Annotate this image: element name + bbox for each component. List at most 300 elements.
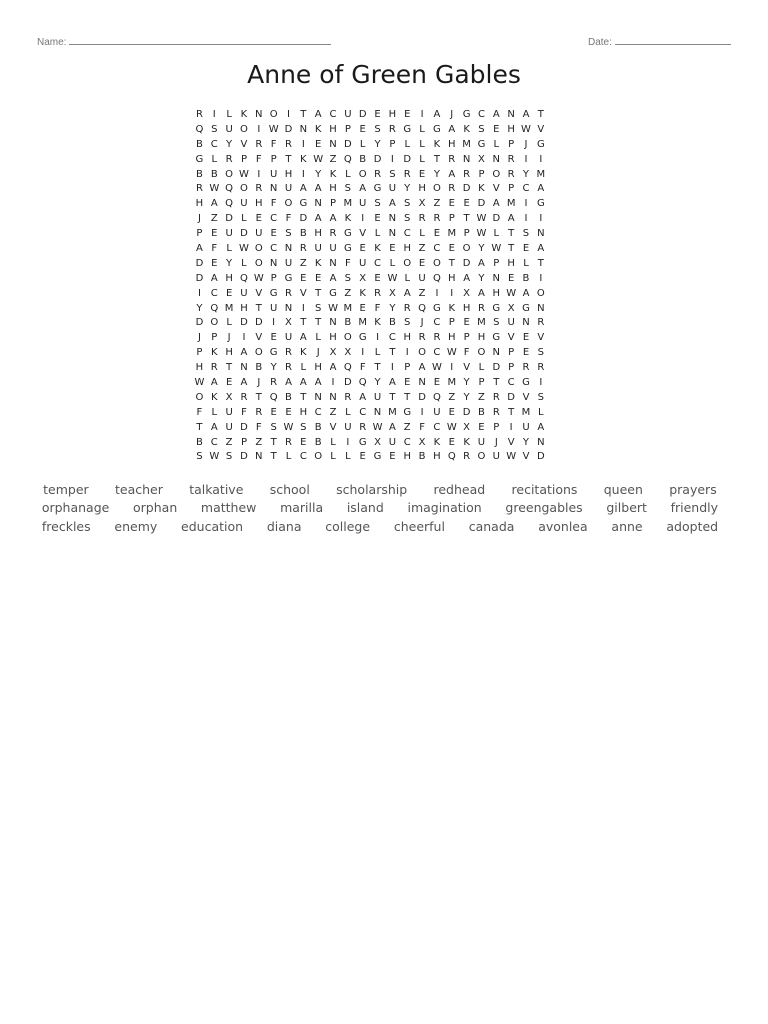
grid-letter[interactable]: K	[314, 123, 322, 135]
grid-letter[interactable]: U	[507, 317, 515, 329]
grid-letter[interactable]: X	[285, 317, 292, 329]
grid-letter[interactable]: I	[346, 436, 350, 448]
grid-letter[interactable]: O	[403, 257, 412, 269]
grid-letter[interactable]: R	[285, 138, 292, 150]
grid-letter[interactable]: U	[225, 228, 233, 240]
grid-letter[interactable]: R	[225, 153, 233, 165]
grid-letter[interactable]: W	[476, 213, 487, 225]
grid-letter[interactable]: G	[343, 228, 352, 240]
grid-letter[interactable]: Y	[226, 138, 233, 150]
grid-letter[interactable]: Y	[196, 302, 203, 314]
grid-letter[interactable]: W	[283, 421, 294, 433]
grid-letter[interactable]: E	[404, 377, 411, 389]
grid-letter[interactable]: D	[344, 377, 352, 389]
grid-letter[interactable]: R	[270, 377, 278, 389]
grid-letter[interactable]: O	[462, 243, 471, 255]
grid-letter[interactable]: T	[508, 228, 515, 240]
grid-letter[interactable]: G	[403, 123, 412, 135]
grid-letter[interactable]: J	[420, 317, 424, 329]
grid-letter[interactable]: Q	[195, 123, 204, 135]
grid-letter[interactable]: R	[507, 168, 515, 180]
grid-letter[interactable]: L	[226, 243, 232, 255]
grid-letter[interactable]: N	[388, 213, 397, 225]
grid-letter[interactable]: W	[491, 243, 502, 255]
grid-letter[interactable]: P	[240, 436, 247, 448]
grid-letter[interactable]: A	[507, 213, 515, 225]
grid-letter[interactable]: E	[285, 406, 292, 418]
grid-letter[interactable]: K	[329, 168, 337, 180]
grid-letter[interactable]: T	[300, 391, 307, 403]
date-field[interactable]	[588, 36, 731, 48]
grid-letter[interactable]: N	[462, 153, 471, 165]
grid-letter[interactable]: A	[329, 362, 337, 374]
grid-letter[interactable]: H	[388, 109, 397, 120]
grid-letter[interactable]: G	[462, 109, 471, 120]
grid-letter[interactable]: R	[433, 213, 441, 225]
grid-letter[interactable]: O	[254, 257, 263, 269]
grid-letter[interactable]: C	[507, 377, 515, 389]
grid-letter[interactable]: P	[196, 228, 203, 240]
grid-letter[interactable]: B	[255, 362, 263, 374]
grid-letter[interactable]: A	[359, 391, 367, 403]
grid-letter[interactable]: E	[359, 451, 366, 463]
grid-letter[interactable]: G	[373, 183, 382, 195]
grid-letter[interactable]: I	[539, 272, 543, 284]
grid-letter[interactable]: S	[537, 347, 544, 359]
grid-letter[interactable]: W	[506, 451, 517, 463]
grid-letter[interactable]: K	[433, 436, 441, 448]
grid-letter[interactable]: C	[374, 257, 382, 269]
grid-letter[interactable]: O	[536, 287, 545, 299]
grid-letter[interactable]: K	[463, 123, 470, 135]
grid-letter[interactable]: Z	[225, 436, 233, 448]
grid-letter[interactable]: A	[240, 347, 248, 359]
grid-letter[interactable]: R	[285, 287, 292, 299]
grid-letter[interactable]: R	[344, 391, 352, 403]
grid-letter[interactable]: C	[403, 228, 411, 240]
grid-letter[interactable]: O	[240, 123, 248, 135]
grid-letter[interactable]: I	[405, 347, 409, 359]
grid-letter[interactable]: U	[388, 436, 397, 448]
grid-letter[interactable]: X	[463, 421, 471, 433]
grid-letter[interactable]: D	[240, 317, 248, 329]
grid-letter[interactable]: C	[329, 109, 337, 120]
grid-letter[interactable]: G	[358, 436, 367, 448]
grid-letter[interactable]: H	[225, 347, 233, 359]
grid-letter[interactable]: K	[359, 287, 366, 299]
grid-letter[interactable]: E	[359, 123, 366, 135]
grid-letter[interactable]: G	[195, 153, 204, 165]
grid-letter[interactable]: C	[314, 406, 322, 418]
grid-letter[interactable]: H	[462, 302, 471, 314]
grid-letter[interactable]: N	[388, 228, 397, 240]
grid-letter[interactable]: G	[403, 406, 412, 418]
grid-letter[interactable]: I	[420, 406, 424, 418]
grid-letter[interactable]: B	[195, 436, 203, 448]
grid-letter[interactable]: E	[211, 228, 218, 240]
grid-letter[interactable]: T	[315, 317, 322, 329]
grid-letter[interactable]: T	[537, 257, 544, 269]
grid-letter[interactable]: U	[240, 198, 248, 210]
grid-letter[interactable]: R	[388, 123, 396, 135]
grid-letter[interactable]: W	[253, 272, 264, 284]
grid-letter[interactable]: I	[197, 287, 201, 299]
grid-letter[interactable]: A	[522, 287, 530, 299]
grid-letter[interactable]: R	[477, 302, 485, 314]
grid-letter[interactable]: Q	[343, 362, 352, 374]
grid-letter[interactable]: X	[478, 153, 485, 165]
grid-letter[interactable]: Q	[447, 451, 456, 463]
grid-letter[interactable]: L	[404, 138, 411, 150]
grid-letter[interactable]: Q	[240, 272, 248, 284]
grid-letter[interactable]: M	[506, 198, 516, 210]
grid-letter[interactable]: B	[344, 317, 352, 329]
grid-letter[interactable]: S	[374, 198, 381, 210]
grid-letter[interactable]: N	[255, 109, 263, 120]
grid-letter[interactable]: W	[431, 362, 442, 374]
grid-letter[interactable]: T	[493, 377, 500, 389]
grid-letter[interactable]: N	[329, 257, 337, 269]
grid-letter[interactable]: N	[537, 228, 545, 240]
grid-letter[interactable]: L	[241, 213, 247, 225]
grid-letter[interactable]: P	[478, 168, 485, 180]
grid-letter[interactable]: E	[211, 257, 218, 269]
grid-letter[interactable]: S	[493, 317, 500, 329]
grid-letter[interactable]: V	[507, 436, 515, 448]
grid-letter[interactable]: C	[210, 138, 218, 150]
grid-letter[interactable]: T	[300, 109, 307, 120]
grid-letter[interactable]: A	[433, 109, 441, 120]
grid-letter[interactable]: N	[537, 436, 545, 448]
grid-letter[interactable]: O	[477, 451, 486, 463]
grid-letter[interactable]: A	[210, 198, 218, 210]
grid-letter[interactable]: A	[537, 243, 545, 255]
grid-letter[interactable]: H	[403, 451, 411, 463]
grid-letter[interactable]: D	[225, 213, 233, 225]
grid-letter[interactable]: S	[344, 272, 352, 284]
grid-letter[interactable]: R	[492, 391, 500, 403]
grid-letter[interactable]: I	[435, 287, 439, 299]
grid-letter[interactable]: T	[404, 391, 411, 403]
grid-letter[interactable]: G	[433, 302, 441, 314]
grid-letter[interactable]: W	[209, 183, 220, 195]
grid-letter[interactable]: I	[524, 198, 528, 210]
grid-letter[interactable]: L	[538, 406, 544, 418]
grid-letter[interactable]: A	[314, 377, 322, 389]
grid-letter[interactable]: V	[507, 332, 515, 344]
grid-letter[interactable]: W	[268, 123, 279, 135]
grid-letter[interactable]: X	[507, 302, 515, 314]
grid-letter[interactable]: N	[299, 123, 308, 135]
grid-letter[interactable]: I	[257, 168, 261, 180]
grid-letter[interactable]: A	[285, 377, 292, 389]
grid-letter[interactable]: D	[507, 391, 515, 403]
grid-letter[interactable]: E	[448, 406, 455, 418]
grid-letter[interactable]: A	[478, 287, 485, 299]
grid-letter[interactable]: L	[226, 109, 232, 120]
grid-letter[interactable]: W	[506, 287, 517, 299]
grid-letter[interactable]: Z	[255, 436, 263, 448]
grid-letter[interactable]: F	[241, 406, 247, 418]
grid-letter[interactable]: Y	[404, 183, 411, 195]
grid-letter[interactable]: G	[522, 377, 530, 389]
grid-letter[interactable]: U	[359, 257, 367, 269]
grid-letter[interactable]: R	[299, 243, 307, 255]
grid-letter[interactable]: P	[389, 138, 396, 150]
grid-letter[interactable]: W	[387, 272, 398, 284]
grid-letter[interactable]: H	[448, 138, 456, 150]
grid-letter[interactable]: P	[508, 183, 515, 195]
grid-letter[interactable]: E	[225, 287, 233, 299]
grid-letter[interactable]: H	[403, 243, 411, 255]
grid-letter[interactable]: R	[285, 347, 292, 359]
grid-letter[interactable]: K	[240, 109, 248, 120]
grid-letter[interactable]: W	[239, 243, 249, 255]
grid-letter[interactable]: X	[329, 347, 337, 359]
grid-letter[interactable]: Y	[463, 377, 470, 389]
grid-letter[interactable]: L	[419, 123, 425, 135]
grid-letter[interactable]: W	[446, 421, 457, 433]
grid-letter[interactable]: T	[508, 406, 515, 418]
grid-letter[interactable]: T	[389, 347, 396, 359]
grid-letter[interactable]: U	[269, 302, 278, 314]
grid-letter[interactable]: N	[418, 377, 426, 389]
grid-letter[interactable]: I	[539, 377, 543, 389]
grid-letter[interactable]: A	[388, 421, 396, 433]
grid-letter[interactable]: J	[524, 138, 528, 150]
grid-letter[interactable]: O	[225, 168, 234, 180]
grid-letter[interactable]: D	[240, 421, 248, 433]
grid-letter[interactable]: I	[450, 362, 454, 374]
grid-letter[interactable]: N	[284, 243, 293, 255]
grid-letter[interactable]: M	[343, 198, 353, 210]
grid-letter[interactable]: I	[361, 213, 365, 225]
grid-letter[interactable]: H	[195, 362, 204, 374]
grid-letter[interactable]: A	[388, 198, 396, 210]
grid-letter[interactable]: S	[225, 451, 233, 463]
grid-letter[interactable]: R	[285, 362, 292, 374]
grid-letter[interactable]: P	[211, 332, 218, 344]
grid-letter[interactable]: J	[197, 332, 201, 344]
grid-letter[interactable]: T	[433, 153, 440, 165]
grid-letter[interactable]: R	[492, 406, 500, 418]
grid-letter[interactable]: M	[521, 406, 531, 418]
grid-letter[interactable]: H	[507, 123, 515, 135]
grid-letter[interactable]: H	[507, 257, 515, 269]
grid-letter[interactable]: P	[270, 272, 277, 284]
grid-letter[interactable]: B	[285, 391, 292, 403]
grid-letter[interactable]: A	[537, 183, 545, 195]
grid-letter[interactable]: X	[418, 436, 426, 448]
grid-letter[interactable]: C	[433, 317, 441, 329]
grid-letter[interactable]: L	[478, 362, 485, 374]
grid-letter[interactable]: E	[359, 243, 366, 255]
grid-letter[interactable]: E	[448, 436, 455, 448]
grid-letter[interactable]: D	[477, 198, 486, 210]
grid-letter[interactable]: U	[418, 272, 426, 284]
grid-letter[interactable]: R	[195, 109, 203, 120]
grid-letter[interactable]: Y	[270, 362, 277, 374]
grid-letter[interactable]: Q	[358, 377, 367, 389]
grid-letter[interactable]: N	[284, 302, 293, 314]
grid-letter[interactable]: A	[299, 377, 307, 389]
grid-letter[interactable]: L	[211, 406, 218, 418]
grid-letter[interactable]: G	[329, 287, 337, 299]
grid-letter[interactable]: E	[418, 257, 426, 269]
grid-letter[interactable]: O	[492, 168, 501, 180]
grid-letter[interactable]: O	[269, 109, 278, 120]
grid-letter[interactable]: I	[287, 109, 290, 120]
grid-letter[interactable]: F	[374, 302, 381, 314]
grid-letter[interactable]: D	[240, 451, 248, 463]
grid-letter[interactable]: E	[448, 243, 455, 255]
grid-letter[interactable]: C	[522, 183, 530, 195]
grid-letter[interactable]: H	[448, 272, 456, 284]
grid-letter[interactable]: R	[522, 362, 530, 374]
grid-letter[interactable]: L	[404, 272, 411, 284]
grid-letter[interactable]: R	[448, 183, 456, 195]
grid-letter[interactable]: S	[537, 391, 544, 403]
grid-letter[interactable]: S	[404, 317, 411, 329]
grid-letter[interactable]: D	[254, 317, 263, 329]
grid-letter[interactable]: I	[450, 287, 454, 299]
grid-letter[interactable]: E	[522, 347, 530, 359]
grid-letter[interactable]: V	[492, 183, 500, 195]
grid-letter[interactable]: U	[492, 451, 500, 463]
grid-letter[interactable]: T	[389, 391, 396, 403]
grid-letter[interactable]: D	[373, 153, 382, 165]
grid-letter[interactable]: S	[285, 228, 292, 240]
grid-letter[interactable]: U	[359, 198, 367, 210]
grid-letter[interactable]: E	[270, 406, 277, 418]
grid-letter[interactable]: Y	[522, 436, 530, 448]
grid-letter[interactable]: E	[225, 377, 233, 389]
grid-letter[interactable]: A	[403, 287, 411, 299]
grid-letter[interactable]: E	[300, 436, 307, 448]
grid-letter[interactable]: Y	[433, 168, 440, 180]
grid-letter[interactable]: N	[507, 109, 515, 120]
grid-letter[interactable]: C	[433, 421, 441, 433]
grid-letter[interactable]: F	[344, 257, 351, 269]
grid-letter[interactable]: Q	[210, 302, 219, 314]
grid-letter[interactable]: I	[524, 213, 528, 225]
name-field[interactable]	[37, 36, 331, 48]
grid-letter[interactable]: C	[270, 243, 278, 255]
grid-letter[interactable]: D	[284, 123, 293, 135]
grid-letter[interactable]: V	[522, 451, 530, 463]
grid-letter[interactable]: R	[403, 302, 411, 314]
grid-letter[interactable]: R	[359, 421, 367, 433]
grid-letter[interactable]: I	[331, 377, 335, 389]
grid-letter[interactable]: B	[418, 451, 426, 463]
grid-letter[interactable]: R	[433, 332, 441, 344]
grid-letter[interactable]: U	[433, 406, 441, 418]
grid-letter[interactable]: O	[240, 183, 248, 195]
grid-letter[interactable]: B	[359, 153, 367, 165]
grid-letter[interactable]: F	[255, 421, 262, 433]
grid-letter[interactable]: Z	[344, 287, 352, 299]
grid-letter[interactable]: T	[196, 421, 203, 433]
grid-letter[interactable]: F	[255, 153, 262, 165]
grid-letter[interactable]: R	[374, 287, 382, 299]
grid-letter[interactable]: N	[492, 347, 501, 359]
grid-letter[interactable]: S	[211, 123, 218, 135]
grid-letter[interactable]: H	[403, 332, 411, 344]
grid-letter[interactable]: I	[420, 109, 424, 120]
grid-letter[interactable]: R	[285, 436, 292, 448]
grid-letter[interactable]: I	[509, 421, 513, 433]
grid-letter[interactable]: Q	[225, 198, 234, 210]
grid-letter[interactable]: F	[285, 213, 292, 225]
grid-letter[interactable]: O	[343, 332, 352, 344]
grid-letter[interactable]: S	[300, 421, 307, 433]
grid-letter[interactable]: P	[240, 153, 247, 165]
grid-letter[interactable]: L	[389, 257, 396, 269]
grid-letter[interactable]: O	[254, 347, 263, 359]
grid-letter[interactable]: J	[316, 347, 320, 359]
grid-letter[interactable]: G	[536, 138, 545, 150]
grid-letter[interactable]: H	[492, 287, 501, 299]
grid-letter[interactable]: D	[195, 257, 204, 269]
grid-letter[interactable]: I	[524, 153, 528, 165]
grid-letter[interactable]: E	[478, 421, 485, 433]
grid-letter[interactable]: T	[255, 302, 262, 314]
grid-letter[interactable]: H	[195, 198, 204, 210]
grid-letter[interactable]: F	[211, 243, 218, 255]
grid-letter[interactable]: E	[507, 272, 515, 284]
grid-letter[interactable]: B	[522, 272, 530, 284]
grid-letter[interactable]: I	[257, 123, 261, 135]
grid-letter[interactable]: O	[477, 347, 486, 359]
grid-letter[interactable]: N	[537, 302, 545, 314]
grid-letter[interactable]: O	[254, 243, 263, 255]
grid-letter[interactable]: R	[240, 391, 248, 403]
grid-letter[interactable]: E	[300, 272, 307, 284]
grid-letter[interactable]: L	[493, 138, 500, 150]
grid-letter[interactable]: S	[314, 302, 322, 314]
grid-letter[interactable]: H	[329, 123, 337, 135]
grid-letter[interactable]: A	[299, 183, 307, 195]
grid-letter[interactable]: G	[269, 287, 278, 299]
grid-letter[interactable]: L	[493, 228, 500, 240]
grid-letter[interactable]: H	[255, 198, 263, 210]
grid-letter[interactable]: V	[255, 287, 263, 299]
grid-letter[interactable]: T	[300, 317, 307, 329]
grid-letter[interactable]: E	[359, 302, 366, 314]
grid-letter[interactable]: Y	[389, 302, 396, 314]
grid-letter[interactable]: S	[389, 168, 396, 180]
grid-letter[interactable]: W	[521, 123, 531, 135]
grid-letter[interactable]: K	[300, 347, 307, 359]
grid-letter[interactable]: B	[314, 436, 322, 448]
grid-letter[interactable]: U	[225, 421, 233, 433]
grid-letter[interactable]: L	[374, 347, 381, 359]
grid-letter[interactable]: E	[404, 109, 411, 120]
grid-letter[interactable]: U	[373, 391, 382, 403]
grid-letter[interactable]: G	[284, 272, 293, 284]
grid-letter[interactable]: G	[373, 451, 382, 463]
grid-letter[interactable]: A	[329, 213, 337, 225]
grid-letter[interactable]: A	[478, 257, 485, 269]
grid-letter[interactable]: L	[315, 332, 321, 344]
grid-letter[interactable]: R	[329, 228, 337, 240]
grid-letter[interactable]: U	[269, 168, 278, 180]
grid-letter[interactable]: R	[374, 168, 382, 180]
grid-letter[interactable]: R	[418, 332, 426, 344]
grid-letter[interactable]: K	[463, 436, 470, 448]
grid-letter[interactable]: K	[374, 317, 381, 329]
grid-letter[interactable]: T	[374, 362, 381, 374]
